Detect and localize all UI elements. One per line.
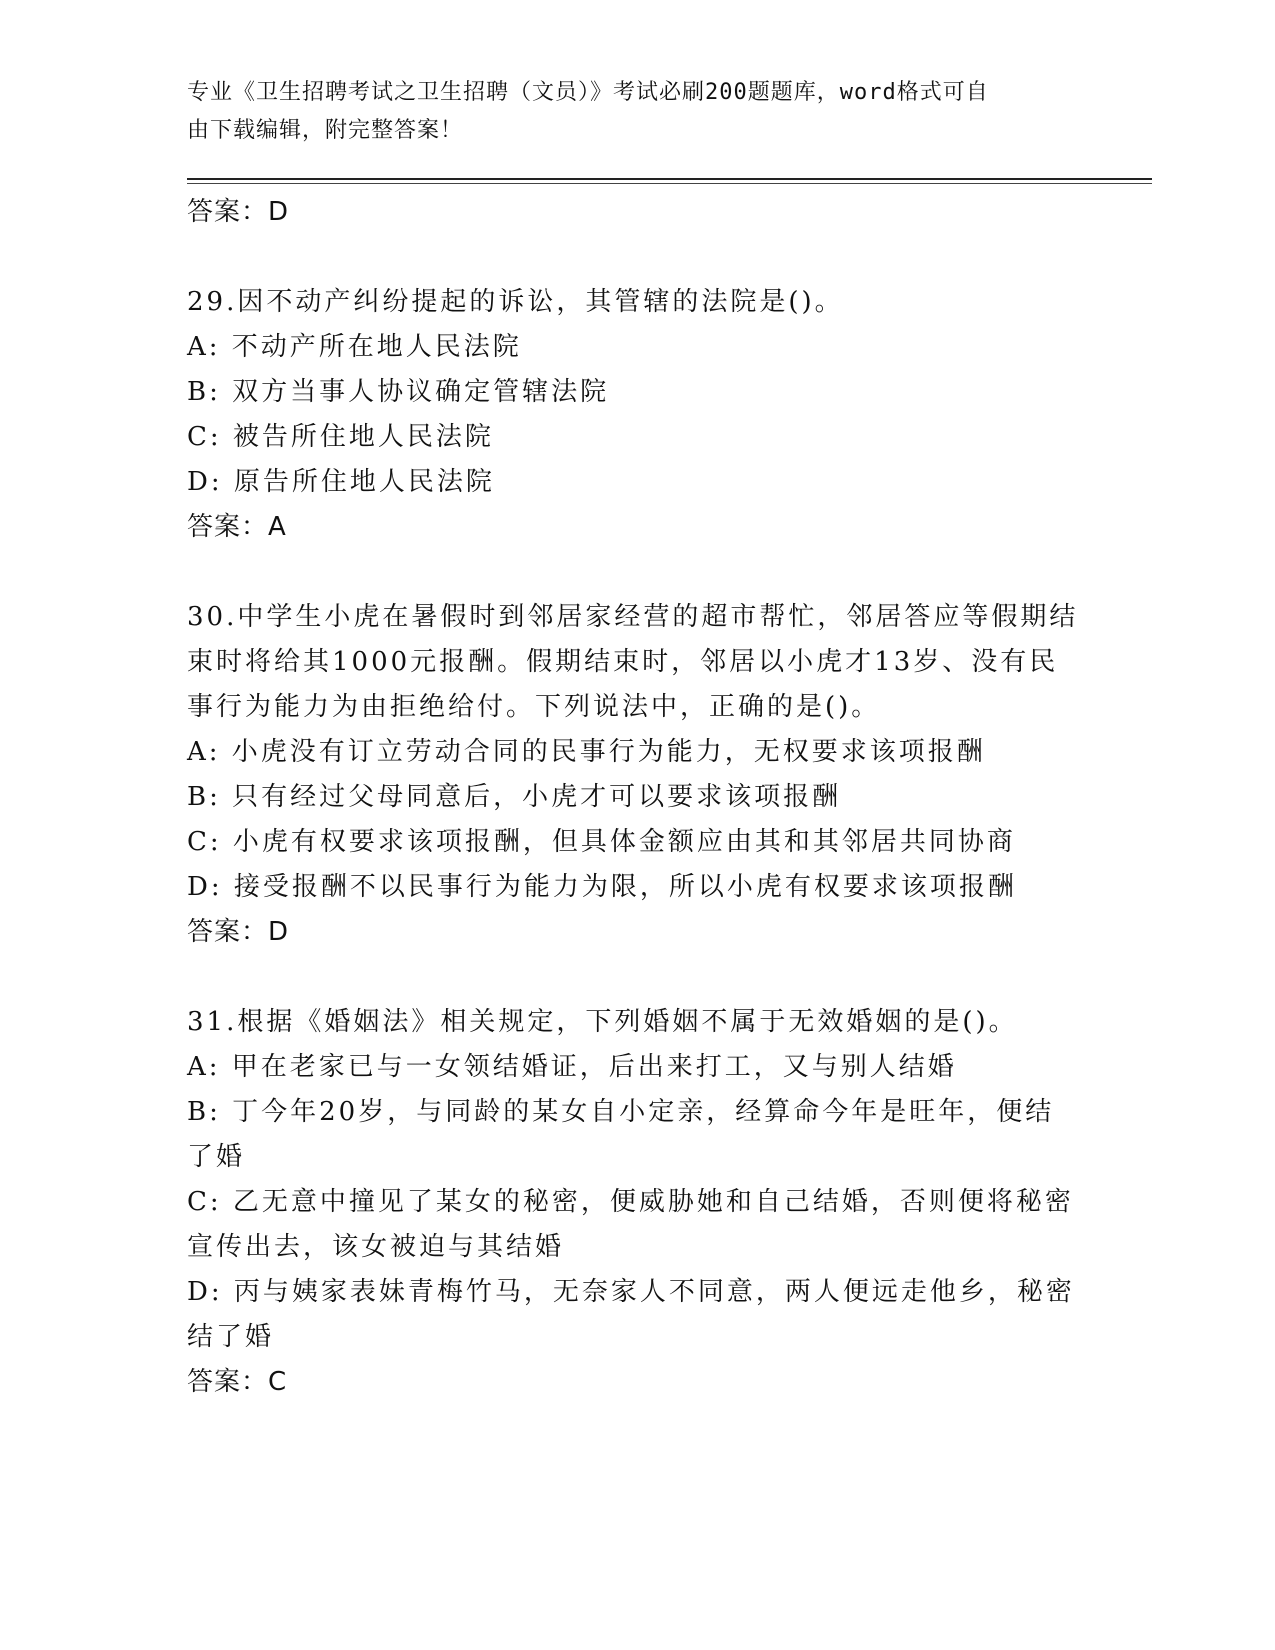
option-c: C: 小虎有权要求该项报酬，但具体金额应由其和其邻居共同协商 <box>187 827 1016 857</box>
option-c: C: 被告所住地人民法院 <box>187 422 494 452</box>
option-d-continued: 结了婚 <box>187 1322 275 1352</box>
header-divider-thick <box>187 178 1152 180</box>
answer-label: 答案： <box>187 512 269 542</box>
option-a: A: 不动产所在地人民法院 <box>187 332 522 362</box>
header-line-2: 由下载编辑，附完整答案！ <box>187 118 464 143</box>
answer-line <box>187 910 1087 954</box>
option-b: B: 只有经过父母同意后，小虎才可以要求该项报酬 <box>187 782 842 812</box>
option-d: D: 接受报酬不以民事行为能力为限，所以小虎有权要求该项报酬 <box>187 872 1017 902</box>
header-line-1: 专业《卫生招聘考试之卫生招聘（文员）》考试必刷200题题库，word格式可自 <box>187 80 989 105</box>
question-list <box>187 190 1087 1404</box>
answer-value: A <box>268 512 287 542</box>
option-b: B: 丁今年20岁，与同龄的某女自小定亲，经算命今年是旺年，便结 <box>187 1097 1055 1127</box>
question-text-line-3: 事行为能力为由拒绝给付。下列说法中，正确的是()。 <box>187 692 881 722</box>
answer-value: C <box>268 1367 288 1397</box>
question-text: 31.根据《婚姻法》相关规定，下列婚姻不属于无效婚姻的是()。 <box>187 1007 1018 1037</box>
question-31 <box>187 1000 1087 1404</box>
document-header <box>187 74 1067 150</box>
question-text-line-2: 束时将给其1000元报酬。假期结束时，邻居以小虎才13岁、没有民 <box>187 647 1059 677</box>
answer-line <box>187 505 1087 549</box>
option-b-continued: 了婚 <box>187 1142 246 1172</box>
question-text: 29.因不动产纠纷提起的诉讼，其管辖的法院是()。 <box>187 287 844 317</box>
option-c-continued: 宣传出去，该女被迫与其结婚 <box>187 1232 565 1262</box>
answer-line <box>187 1360 1087 1404</box>
answer-value: D <box>268 917 290 947</box>
answer-label: 答案： <box>187 1367 269 1397</box>
header-divider-thin <box>187 183 1152 184</box>
answer-line <box>187 190 1087 234</box>
question-29 <box>187 280 1087 549</box>
question-30 <box>187 595 1087 954</box>
option-d: D: 丙与姨家表妹青梅竹马，无奈家人不同意，两人便远走他乡，秘密 <box>187 1277 1075 1307</box>
option-d: D: 原告所住地人民法院 <box>187 467 495 497</box>
answer-label: 答案： <box>187 197 269 227</box>
option-b: B: 双方当事人协议确定管辖法院 <box>187 377 610 407</box>
option-a: A: 甲在老家已与一女领结婚证，后出来打工，又与别人结婚 <box>187 1052 957 1082</box>
option-a: A: 小虎没有订立劳动合同的民事行为能力，无权要求该项报酬 <box>187 737 986 767</box>
option-c: C: 乙无意中撞见了某女的秘密，便威胁她和自己结婚，否则便将秘密 <box>187 1187 1074 1217</box>
question-text-line-1: 30.中学生小虎在暑假时到邻居家经营的超市帮忙，邻居答应等假期结 <box>187 602 1079 632</box>
answer-value: D <box>268 197 290 227</box>
answer-label: 答案： <box>187 917 269 947</box>
